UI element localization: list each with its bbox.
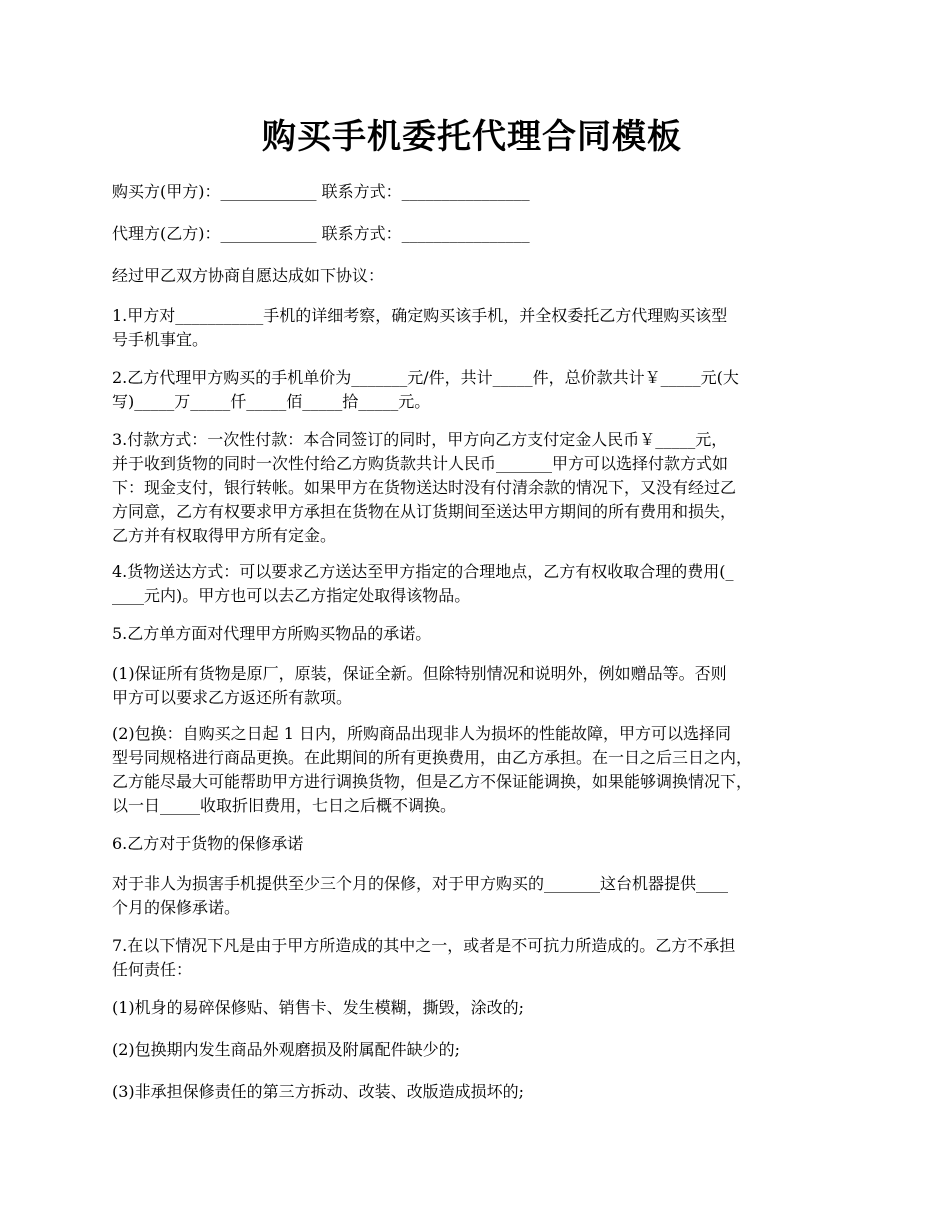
buyer-line bbox=[112, 180, 852, 204]
text-line: 写)_____万_____仟_____佰_____拾_____元。 bbox=[112, 392, 431, 411]
text-line: (2)包换：自购买之日起 1 日内，所购商品出现非人为损坏的性能故障，甲方可以选择同 bbox=[112, 724, 732, 743]
text-line: 代理方(乙方)：____________ 联系方式：________________ bbox=[112, 224, 530, 243]
clause-7-3 bbox=[112, 1080, 852, 1104]
text-line: 经过甲乙双方协商自愿达成如下协议： bbox=[112, 266, 385, 285]
clause-7-2 bbox=[112, 1038, 852, 1062]
clause-7-1 bbox=[112, 996, 852, 1020]
text-line: (1)机身的易碎保修贴、销售卡、发生模糊，撕毁，涂改的; bbox=[112, 998, 525, 1017]
clause-7 bbox=[112, 934, 852, 982]
clause-3 bbox=[112, 428, 852, 548]
document-title: 购买手机委托代理合同模板 bbox=[262, 117, 682, 157]
text-line: 购买方(甲方)：____________ 联系方式：________________ bbox=[112, 182, 530, 201]
clause-5-2 bbox=[112, 722, 852, 818]
text-line: 甲方可以要求乙方返还所有款项。 bbox=[112, 688, 353, 707]
text-line: (1)保证所有货物是原厂，原装，保证全新。但除特别情况和说明外，例如赠品等。否则 bbox=[112, 664, 727, 683]
text-line: 乙方能尽最大可能帮助甲方进行调换货物，但是乙方不保证能调换，如果能够调换情况下， bbox=[112, 772, 753, 791]
clause-6 bbox=[112, 832, 852, 856]
text-line: (2)包换期内发生商品外观磨损及附属配件缺少的; bbox=[112, 1040, 461, 1059]
text-line: 个月的保修承诺。 bbox=[112, 898, 241, 917]
text-line: 号手机事宜。 bbox=[112, 330, 209, 349]
text-line: 3.付款方式：一次性付款：本合同签订的同时，甲方向乙方支付定金人民币￥_____元， bbox=[112, 430, 728, 449]
text-line: 5.乙方单方面对代理甲方所购买物品的承诺。 bbox=[112, 624, 432, 643]
clause-1 bbox=[112, 304, 852, 352]
text-line: 并于收到货物的同时一次性付给乙方购货款共计人民币_______甲方可以选择付款方式如 bbox=[112, 454, 729, 473]
text-line: (3)非承担保修责任的第三方拆动、改装、改版造成损坏的; bbox=[112, 1082, 525, 1101]
text-line: 6.乙方对于货物的保修承诺 bbox=[112, 834, 304, 853]
clause-4 bbox=[112, 560, 852, 608]
text-line: ____元内)。甲方也可以去乙方指定处取得该物品。 bbox=[112, 586, 471, 605]
agreement-intro bbox=[112, 264, 852, 288]
text-line: 7.在以下情况下凡是由于甲方所造成的其中之一，或者是不可抗力所造成的。乙方不承担 bbox=[112, 936, 736, 955]
text-line: 4.货物送达方式：可以要求乙方送达至甲方指定的合理地点，乙方有权收取合理的费用(_ bbox=[112, 562, 734, 581]
text-line: 以一日_____收取折旧费用，七日之后概不调换。 bbox=[112, 796, 457, 815]
text-line: 1.甲方对___________手机的详细考察，确定购买该手机，并全权委托乙方代理购买该型 bbox=[112, 306, 728, 325]
text-line: 2.乙方代理甲方购买的手机单价为_______元/件，共计_____件，总价款共计￥_____元(大 bbox=[112, 368, 739, 387]
text-line: 对于非人为损害手机提供至少三个月的保修，对于甲方购买的_______这台机器提供____ bbox=[112, 874, 729, 893]
text-line: 型号同规格进行商品更换。在此期间的所有更换费用，由乙方承担。在一日之后三日之内， bbox=[112, 748, 753, 767]
agent-line bbox=[112, 222, 852, 246]
warranty-text bbox=[112, 872, 852, 920]
clause-5 bbox=[112, 622, 852, 646]
text-line: 乙方并有权取得甲方所有定金。 bbox=[112, 526, 337, 545]
text-line: 方同意，乙方有权要求甲方承担在货物在从订货期间至送达甲方期间的所有费用和损失， bbox=[112, 502, 737, 521]
text-line: 下：现金支付，银行转帐。如果甲方在货物送达时没有付清余款的情况下，又没有经过乙 bbox=[112, 478, 737, 497]
text-line: 任何责任： bbox=[112, 960, 193, 979]
clause-2 bbox=[112, 366, 852, 414]
clause-5-1 bbox=[112, 662, 852, 710]
